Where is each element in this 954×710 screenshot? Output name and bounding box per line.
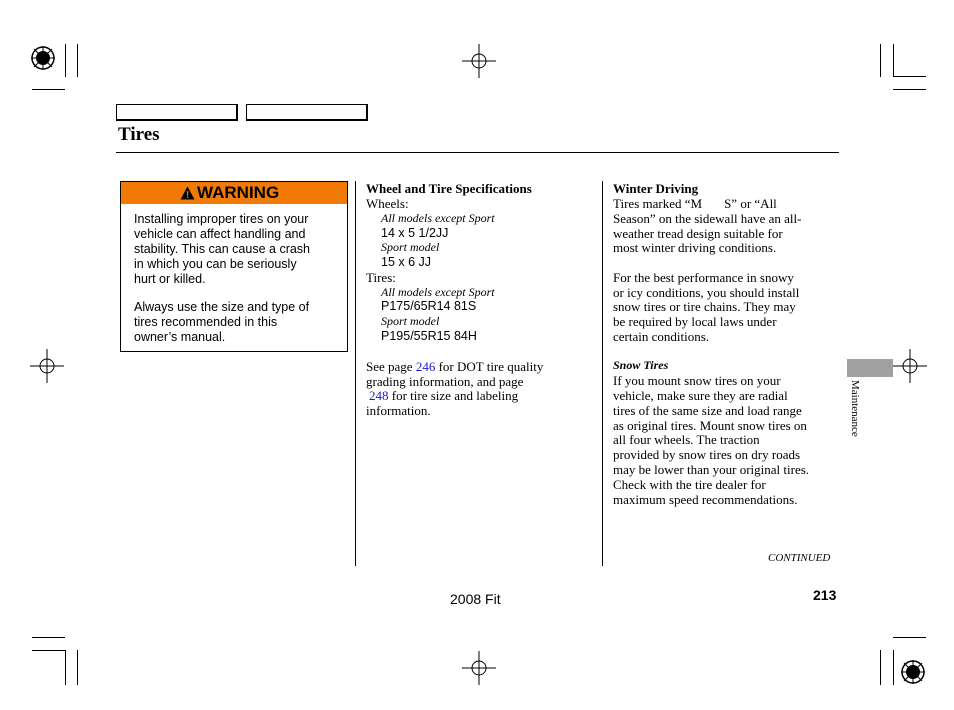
maintenance-tab[interactable] (847, 359, 893, 377)
warning-text-line: tires recommended in this (134, 315, 278, 329)
wheel-model-label: All models except Sport (381, 211, 495, 225)
see-page-line: grading information, and page (366, 374, 524, 389)
wheel-model-label: Sport model (381, 240, 440, 254)
nav-box-previous[interactable] (116, 104, 238, 121)
tire-size-value: P175/65R14 81S (381, 299, 477, 313)
winter-text-line: or icy conditions, you should install (613, 285, 800, 300)
page-link-248[interactable]: 248 (369, 388, 389, 403)
see-page-line (366, 359, 543, 374)
crop-mark (893, 650, 894, 685)
winter-text-fragment: Tires marked “M (613, 196, 703, 211)
registration-crosshair-icon (30, 349, 64, 383)
crop-mark (32, 650, 65, 651)
warning-text-line: vehicle can affect handling and (134, 227, 306, 241)
registration-crosshair-icon (462, 651, 496, 685)
page-number: 213 (813, 587, 837, 603)
snow-tires-heading: Snow Tires (613, 358, 669, 372)
winter-text-line: Check with the tire dealer for (613, 477, 766, 492)
winter-text-line: Season” on the sidewall have an all- (613, 211, 802, 226)
column-divider (602, 181, 603, 566)
warning-paragraph-1 (134, 212, 310, 287)
warning-banner (121, 182, 347, 204)
wheel-size-value: 14 x 5 1/2JJ (381, 226, 449, 240)
warning-text-line: Installing improper tires on your (134, 212, 309, 226)
continued-label: CONTINUED (768, 552, 831, 564)
tire-size-value: P195/55R15 84H (381, 329, 477, 343)
warning-text-line: in which you can be seriously (134, 257, 297, 271)
warning-label: WARNING (197, 183, 280, 202)
crop-mark (880, 650, 881, 685)
winter-text-line: vehicle, make sure they are radial (613, 388, 788, 403)
see-page-text: for tire size and labeling (388, 388, 519, 403)
warning-text-line: owner’s manual. (134, 330, 226, 344)
winter-text-line: If you mount snow tires on your (613, 373, 781, 388)
see-page-line (369, 388, 518, 403)
page-title: Tires (118, 124, 160, 145)
crop-mark (893, 637, 926, 638)
svg-text:!: ! (185, 190, 190, 200)
winter-text-line: most winter driving conditions. (613, 240, 777, 255)
winter-text-line: may be lower than your original tires. (613, 462, 810, 477)
crop-mark (32, 89, 65, 90)
header-rule (116, 152, 839, 153)
wheel-size-value: 15 x 6 JJ (381, 255, 432, 269)
tire-model-label: All models except Sport (381, 285, 495, 299)
see-page-line: information. (366, 403, 431, 418)
tires-label: Tires: (366, 270, 396, 285)
winter-text-line: certain conditions. (613, 329, 710, 344)
crop-mark (32, 637, 65, 638)
crop-mark (77, 44, 78, 77)
winter-heading: Winter Driving (613, 181, 699, 196)
nav-box-next[interactable] (246, 104, 368, 121)
see-page-text: for DOT tire quality (435, 359, 544, 374)
winter-text-fragment: S” or “All (724, 196, 777, 211)
crop-mark (893, 44, 894, 77)
warning-text-line: hurt or killed. (134, 272, 206, 286)
page-link-246[interactable]: 246 (415, 359, 436, 374)
winter-text-line (613, 196, 777, 211)
registration-crosshair-icon (893, 349, 927, 383)
warning-paragraph-2 (134, 300, 309, 345)
side-tab-label: Maintenance (849, 380, 861, 437)
winter-text-line: all four wheels. The traction (613, 432, 760, 447)
winter-text-line: as original tires. Mount snow tires on (613, 418, 807, 433)
warning-box (120, 181, 348, 352)
see-page-text: See page (366, 359, 416, 374)
crop-mark (893, 76, 926, 77)
footer-model: 2008 Fit (450, 591, 501, 607)
winter-text-line: maximum speed recommendations. (613, 492, 798, 507)
warning-text-line: Always use the size and type of (134, 300, 310, 314)
crop-mark (77, 650, 78, 685)
crop-mark (880, 44, 881, 77)
registration-crosshair-icon (462, 44, 496, 78)
winter-text-line: snow tires or tire chains. They may (613, 299, 796, 314)
column-divider (355, 181, 356, 566)
crop-mark (893, 89, 926, 90)
winter-text-line: tires of the same size and load range (613, 403, 802, 418)
registration-starburst-icon (29, 44, 57, 72)
wheels-label: Wheels: (366, 196, 409, 211)
winter-text-line: weather tread design suitable for (613, 226, 783, 241)
warning-triangle-icon (180, 186, 195, 200)
registration-starburst-icon (899, 658, 927, 686)
crop-mark (65, 650, 66, 685)
winter-text-line: be required by local laws under (613, 314, 777, 329)
tire-model-label: Sport model (381, 314, 440, 328)
crop-mark (65, 44, 66, 77)
warning-text-line: stability. This can cause a crash (134, 242, 311, 256)
winter-text-line: provided by snow tires on dry roads (613, 447, 801, 462)
winter-text-line: For the best performance in snowy (613, 270, 794, 285)
specs-heading: Wheel and Tire Specifications (366, 181, 532, 196)
